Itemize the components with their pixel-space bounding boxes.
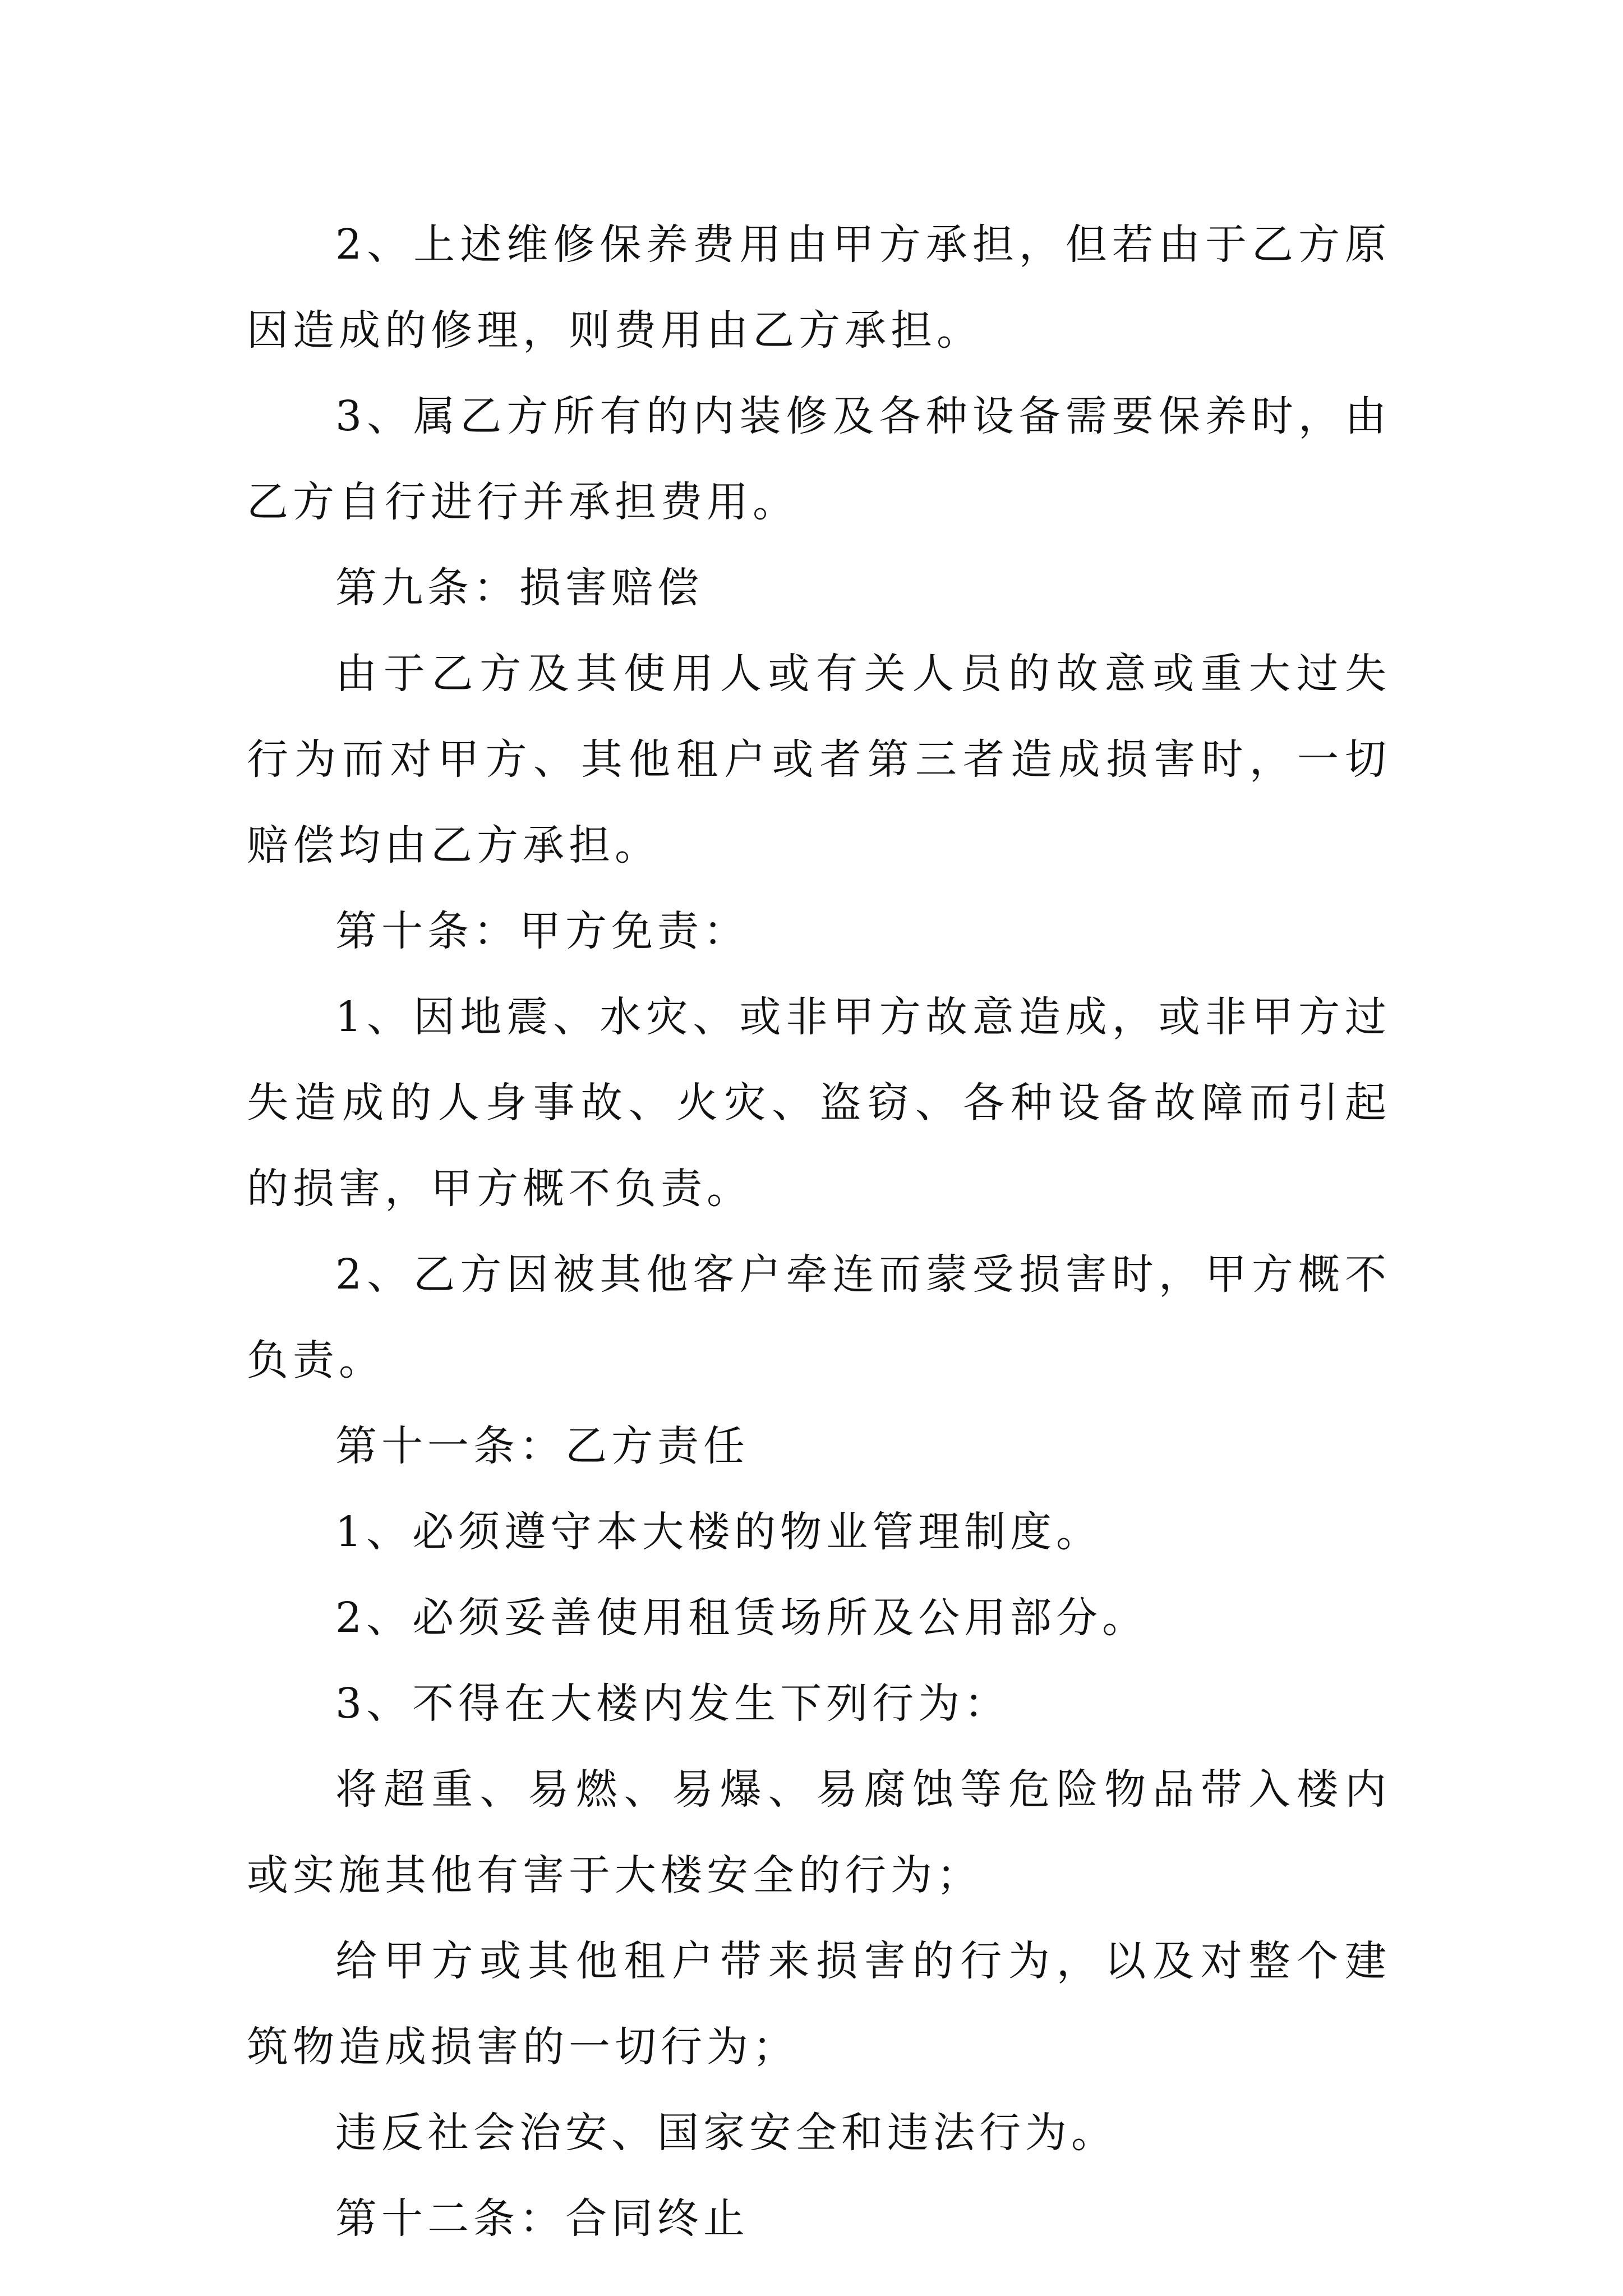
article-9-heading: 第九条：损害赔偿 (335, 564, 703, 612)
paragraph-prohibited-damage: 给甲方或其他租户带来损害的行为，以及对整个建筑物造成损害的一切行为； (247, 1937, 1391, 2071)
paragraph-prohibited-illegal: 违反社会治安、国家安全和违法行为。 (335, 2109, 1117, 2157)
paragraph-responsibility-2: 2、必须妥善使用租赁场所及公用部分。 (335, 1594, 1149, 1642)
article-12-heading: 第十二条：合同终止 (335, 2194, 749, 2243)
document-body (247, 202, 1391, 2262)
article-11-heading: 第十一条：乙方责任 (335, 1422, 749, 1470)
article-10-heading: 第十条：甲方免责： (335, 907, 749, 955)
paragraph-exemption-1: 1、因地震、水灾、或非甲方故意造成，或非甲方过失造成的人身事故、火灾、盗窃、各种设备故障而引起的损害，甲方概不负责。 (247, 993, 1391, 1213)
paragraph-damage-compensation: 由于乙方及其使用人或有关人员的故意或重大过失行为而对甲方、其他租户或者第三者造成损害时，一切赔偿均由乙方承担。 (247, 650, 1391, 869)
paragraph-responsibility-3: 3、不得在大楼内发生下列行为： (335, 1680, 1011, 1728)
paragraph-maintenance-cost: 2、上述维修保养费用由甲方承担，但若由于乙方原因造成的修理，则费用由乙方承担。 (247, 220, 1391, 355)
paragraph-exemption-2: 2、乙方因被其他客户牵连而蒙受损害时，甲方概不负责。 (247, 1250, 1391, 1384)
paragraph-prohibited-dangerous-goods: 将超重、易燃、易爆、易腐蚀等危险物品带入楼内或实施其他有害于大楼安全的行为； (247, 1765, 1391, 1899)
paragraph-tenant-maintenance: 3、属乙方所有的内装修及各种设备需要保养时，由乙方自行进行并承担费用。 (247, 392, 1391, 526)
paragraph-responsibility-1: 1、必须遵守本大楼的物业管理制度。 (335, 1508, 1103, 1556)
